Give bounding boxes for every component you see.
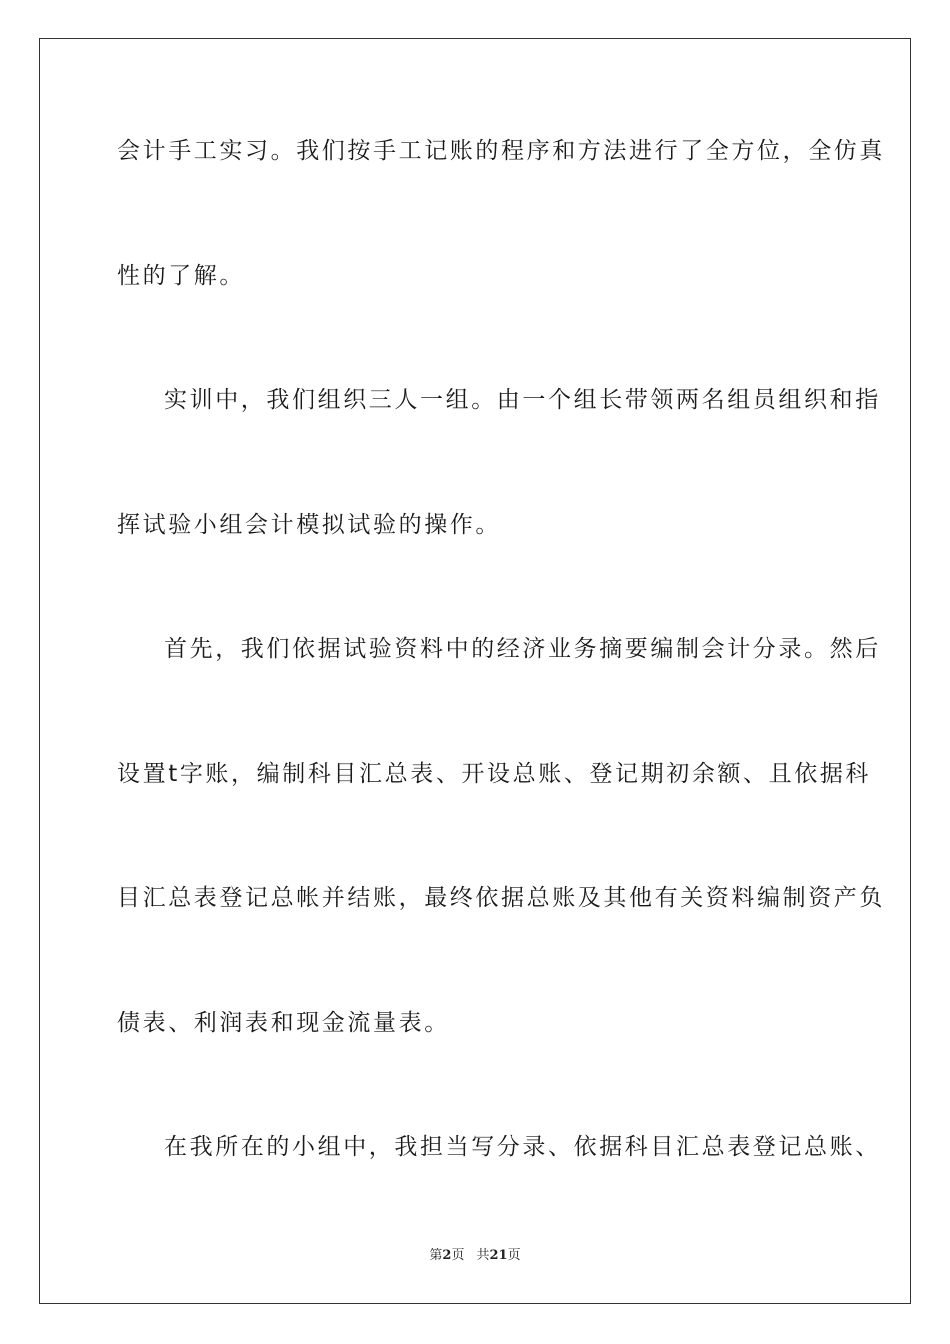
body-text-line-9: 在我所在的小组中，我担当写分录、依据科目汇总表登记总账、 bbox=[164, 1134, 881, 1160]
total-pages-suffix: 页 bbox=[507, 1248, 521, 1263]
page-number-prefix: 第 bbox=[429, 1248, 443, 1263]
body-text-line-2: 性的了解。 bbox=[117, 263, 245, 289]
page-footer bbox=[0, 1247, 950, 1265]
page-border bbox=[39, 38, 911, 1304]
body-text-line-3: 实训中，我们组织三人一组。由一个组长带领两名组员组织和指 bbox=[164, 387, 881, 413]
page-number-suffix: 页 bbox=[451, 1248, 465, 1263]
body-text-line-4: 挥试验小组会计模拟试验的操作。 bbox=[117, 512, 501, 538]
body-text-line-1: 会计手工实习。我们按手工记账的程序和方法进行了全方位，全仿真 bbox=[117, 138, 885, 164]
total-pages-prefix: 共 bbox=[476, 1248, 490, 1263]
page-number: 2 bbox=[442, 1248, 452, 1263]
total-pages-number: 21 bbox=[489, 1248, 508, 1263]
body-text-line-8: 债表、利润表和现金流量表。 bbox=[117, 1010, 450, 1036]
body-text-line-6: 设置t字账，编制科目汇总表、开设总账、登记期初余额、且依据科 bbox=[117, 761, 872, 787]
body-text-line-7: 目汇总表登记总帐并结账，最终依据总账及其他有关资料编制资产负 bbox=[117, 885, 885, 911]
body-text-line-5: 首先，我们依据试验资料中的经济业务摘要编制会计分录。然后 bbox=[164, 636, 881, 662]
